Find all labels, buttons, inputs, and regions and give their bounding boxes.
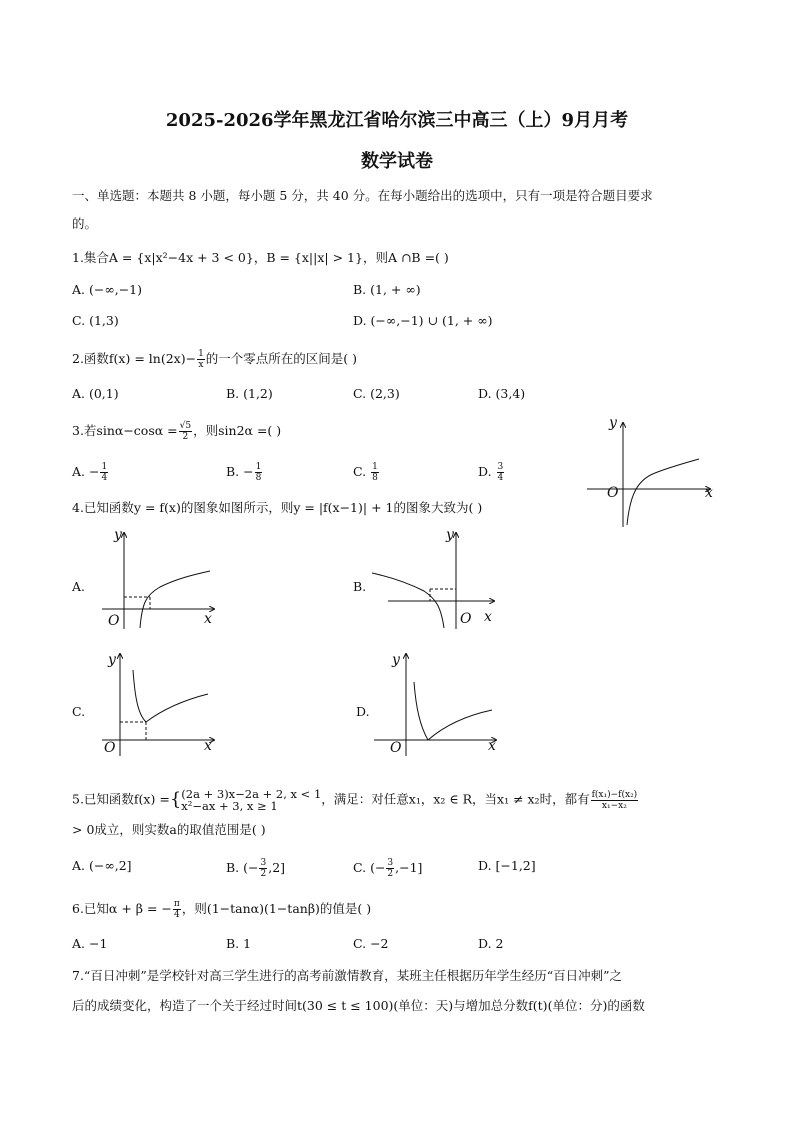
axis-y-label: y [108, 652, 116, 668]
q3-b-fraction [255, 462, 263, 483]
q3-c-fraction [371, 462, 379, 483]
origin-label: O [607, 485, 619, 501]
q3-a-pre: A. − [72, 464, 100, 479]
q3-a-num: 1 [101, 462, 108, 472]
q1-option-d: D. (−∞,−1) ∪ (1, + ∞) [353, 313, 493, 328]
q5-stem-pre: 5.已知函数f(x) = [72, 791, 170, 807]
q6-numerator: π [173, 899, 180, 909]
q1-option-c: C. (1,3) [72, 313, 119, 328]
q4-option-a: A. [72, 579, 86, 594]
q6-stem [72, 899, 371, 920]
q5-stem-mid: ，满足：对任意x₁，x₂ ∈ R，当x₁ ≠ x₂时，都有 [321, 791, 590, 807]
q3-denominator: 2 [182, 432, 189, 442]
q6-stem-pre: 6.已知α + β = − [72, 901, 172, 916]
q6-option-a: A. −1 [72, 936, 108, 951]
q5-option-a: A. (−∞,2] [72, 858, 132, 873]
q3-d-den: 4 [497, 473, 504, 483]
axis-x-label: x [705, 485, 713, 501]
q3-option-c [353, 462, 380, 483]
q5-fraction [591, 790, 639, 811]
q6-option-d: D. 2 [478, 936, 504, 951]
q5-b-den: 2 [260, 869, 267, 879]
origin-label: O [390, 740, 402, 756]
axis-y-label: y [446, 527, 454, 543]
page-title: 2025-2026学年黑龙江省哈尔滨三中高三（上）9月月考 [165, 110, 629, 131]
axis-y-label: y [114, 527, 122, 543]
q5-c-fraction [386, 858, 394, 879]
q5-numerator: f(x₁)−f(x₂) [591, 789, 638, 800]
q5-stem [72, 786, 639, 814]
q1-option-b: B. (1, + ∞) [353, 282, 421, 297]
axis-y-label: y [609, 415, 617, 431]
q3-d-fraction [497, 462, 505, 483]
q1-stem: 1.集合A = {x|x²−4x + 3 < 0}，B = {x||x| > 1}，则A ∩B =( ) [72, 250, 449, 265]
q3-b-num: 1 [255, 462, 262, 472]
q3-c-pre: C. [353, 464, 371, 479]
q6-option-b: B. 1 [226, 936, 252, 951]
q4-option-d: D. [356, 704, 370, 719]
q2-denominator: x [198, 360, 204, 370]
q2-numerator: 1 [198, 349, 204, 359]
section-instruction-cont: 的。 [72, 216, 98, 231]
q5-option-c [353, 858, 422, 879]
q5-c-pre: C. (− [353, 860, 386, 875]
q5-option-d: D. [−1,2] [478, 858, 536, 873]
q3-option-b [226, 462, 263, 483]
q4-option-b: B. [353, 579, 367, 594]
axis-y-label: y [392, 652, 400, 668]
q3-stem-pre: 3.若sinα−cosα = [72, 423, 178, 438]
origin-label: O [104, 740, 116, 756]
q1-option-a: A. (−∞,−1) [72, 282, 143, 297]
q3-d-pre: D. [478, 464, 496, 479]
q4-graph-c [100, 648, 225, 758]
q2-option-c: C. (2,3) [353, 386, 400, 401]
q4-graph-b [368, 525, 498, 630]
q5-stem-cont: > 0成立，则实数a的取值范围是( ) [72, 822, 266, 837]
q3-option-d [478, 462, 505, 483]
q6-stem-post: ，则(1−tanα)(1−tanβ)的值是( ) [181, 901, 372, 916]
q6-option-c: C. −2 [353, 936, 389, 951]
axis-x-label: x [204, 611, 212, 627]
q5-brace: { [169, 789, 182, 810]
q5-c-num: 3 [387, 858, 394, 868]
q5-case1: (2a + 3)x−2a + 2, x < 1 [181, 787, 322, 801]
q3-b-pre: B. − [226, 464, 254, 479]
q3-a-fraction [100, 462, 108, 483]
q5-b-pre: B. (− [226, 860, 259, 875]
q4-graph-d [372, 648, 502, 758]
q3-numerator: √5 [179, 421, 192, 431]
q2-stem-post: 的一个零点所在的区间是( ) [205, 351, 358, 366]
q4-reference-graph [585, 415, 715, 530]
q6-denominator: 4 [174, 910, 180, 920]
page-subtitle: 数学试卷 [361, 151, 433, 172]
q2-stem-pre: 2.函数f(x) = ln(2x)− [72, 351, 197, 366]
q5-option-b [226, 858, 285, 879]
q3-option-a [72, 462, 109, 483]
q2-option-d: D. (3,4) [478, 386, 526, 401]
q3-stem-post: ，则sin2α =( ) [193, 423, 282, 438]
axis-x-label: x [204, 738, 212, 754]
q5-b-post: ,2] [268, 860, 286, 875]
curve [414, 682, 492, 740]
q4-stem: 4.已知函数y = f(x)的图象如图所示，则y = |f(x−1)| + 1的图象大致为( ) [72, 500, 483, 515]
q3-c-num: 1 [372, 462, 378, 472]
origin-label: O [108, 613, 120, 629]
q5-piecewise [181, 788, 321, 812]
q3-fraction [179, 421, 192, 442]
q7-stem: 7.“百日冲刺”是学校针对高三学生进行的高考前激情教育，某班主任根据历年学生经历“百日冲刺”之 [72, 968, 622, 983]
q2-option-a: A. (0,1) [72, 386, 119, 401]
q5-b-fraction [259, 858, 267, 879]
q4-option-c: C. [72, 704, 86, 719]
q5-c-post: ,−1] [395, 860, 423, 875]
origin-label: O [460, 611, 472, 627]
q2-stem [72, 349, 357, 370]
q3-b-den: 8 [255, 473, 262, 483]
q5-c-den: 2 [387, 869, 394, 879]
section-instruction: 一、单选题：本题共 8 小题，每小题 5 分，共 40 分。在每小题给出的选项中，只有一项是符合题目要求 [72, 188, 653, 203]
q5-case2: x²−ax + 3, x ≥ 1 [181, 799, 278, 813]
q4-graph-a [100, 525, 225, 630]
curve [133, 670, 208, 722]
axis-x-label: x [484, 609, 492, 625]
q3-c-den: 8 [372, 473, 378, 483]
curve [627, 459, 699, 525]
q7-stem-cont: 后的成绩变化，构造了一个关于经过时间t(30 ≤ t ≤ 100)(单位：天)与增加总分数f(t)(单位：分)的函数 [72, 998, 645, 1013]
q2-fraction [197, 349, 205, 370]
q2-option-b: B. (1,2) [226, 386, 273, 401]
q5-denominator: x₁−x₂ [601, 800, 627, 811]
q6-fraction [173, 899, 181, 920]
q3-a-den: 4 [101, 473, 108, 483]
q3-d-num: 3 [497, 462, 504, 472]
q5-b-num: 3 [260, 858, 267, 868]
q3-stem [72, 421, 281, 442]
axis-x-label: x [488, 738, 496, 754]
